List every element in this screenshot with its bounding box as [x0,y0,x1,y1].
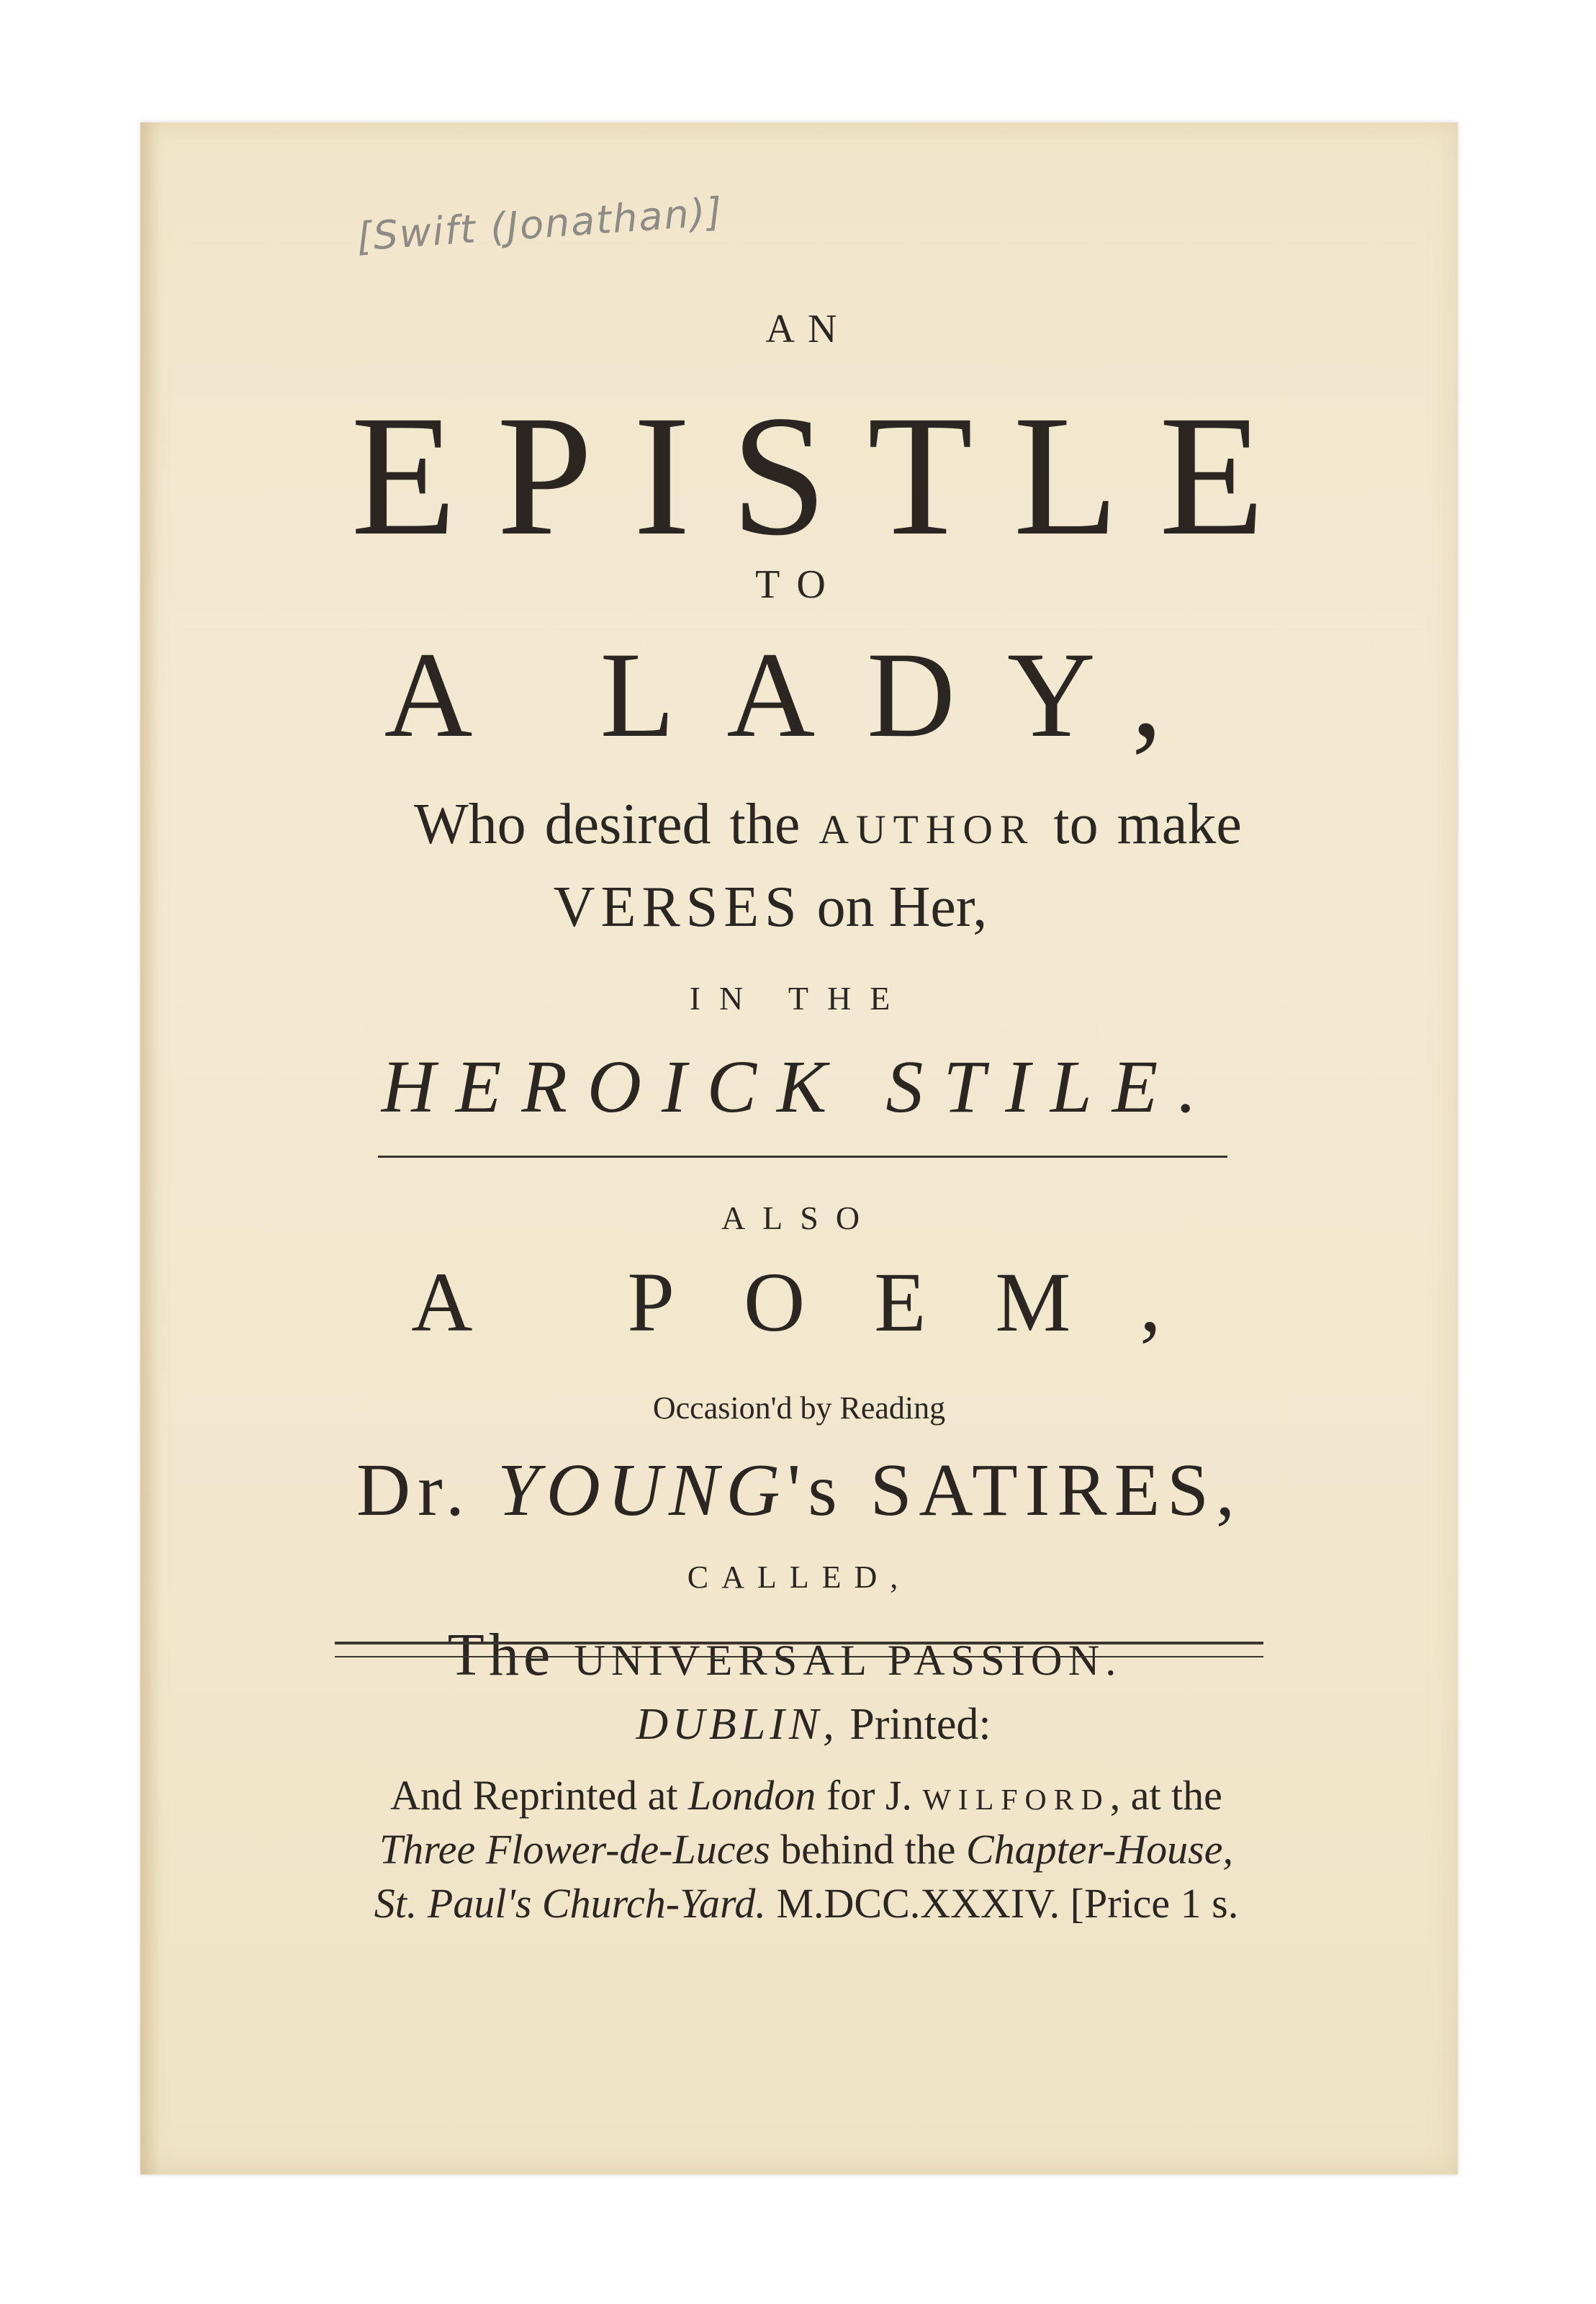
imprint-london: London [688,1772,816,1819]
imprint-dublin-word: DUBLIN, [636,1700,839,1749]
imprint-l2-post: , at the [1109,1772,1222,1819]
imprint-three-flower: Three Flower-de-Luces [379,1826,770,1873]
imprint-location-line [148,1825,1465,1873]
title-lady: A LADY, [384,627,1214,762]
imprint-wilford: WILFORD [922,1783,1110,1817]
also-universal-passion [126,1620,1443,1690]
imprint-date: M.DCC.XXXIV. [765,1880,1060,1927]
title-an: AN [765,307,850,351]
desired-pre: Who desired the [414,793,819,856]
double-rule-top [335,1642,1263,1644]
title-epistle: EPISTLE [351,379,1305,571]
title-to: TO [755,562,843,607]
passion-rest: UNIVERSAL PASSION. [574,1637,1122,1685]
verses-post: on Her, [802,876,988,939]
desired-post: to make [1034,793,1242,856]
imprint-price: [Price 1 s. [1060,1880,1239,1927]
pencil-annotation: [Swift (Jonathan)] [355,189,725,260]
desired-author: AUTHOR [819,807,1035,852]
imprint-date-line [148,1879,1465,1927]
imprint-st-pauls: St. Paul's Church-Yard. [374,1880,766,1927]
imprint-l3-mid: behind the [770,1826,966,1873]
young-dr: Dr. [356,1449,497,1531]
imprint-l2-pre: And Reprinted at [390,1772,689,1819]
passion-the: The [447,1621,574,1688]
also-called: CALLED, [687,1560,911,1595]
also-young-satires [140,1447,1458,1533]
imprint-dublin [155,1699,1472,1750]
title-heroick-stile: HEROICK STILE. [381,1045,1217,1128]
title-page [140,122,1458,2174]
also-label: ALSO [721,1200,878,1236]
young-name: YOUNG [497,1449,788,1531]
also-occasion: Occasion'd by Reading [652,1390,946,1426]
imprint-chapter-house: Chapter-House, [965,1826,1233,1873]
divider-rule [378,1156,1227,1158]
imprint-l2-mid: for J. [816,1772,923,1819]
verses-word: VERSES [553,876,803,939]
young-post: 's SATIRES, [787,1449,1243,1531]
title-in-the: IN THE [689,980,909,1017]
also-poem: A POEM, [411,1255,1230,1349]
double-rule-bottom [335,1656,1263,1657]
imprint-reprinted-line [148,1771,1465,1819]
title-verses-line [112,875,1429,940]
title-desired-line [169,792,1487,858]
imprint-printed: Printed: [838,1700,991,1749]
